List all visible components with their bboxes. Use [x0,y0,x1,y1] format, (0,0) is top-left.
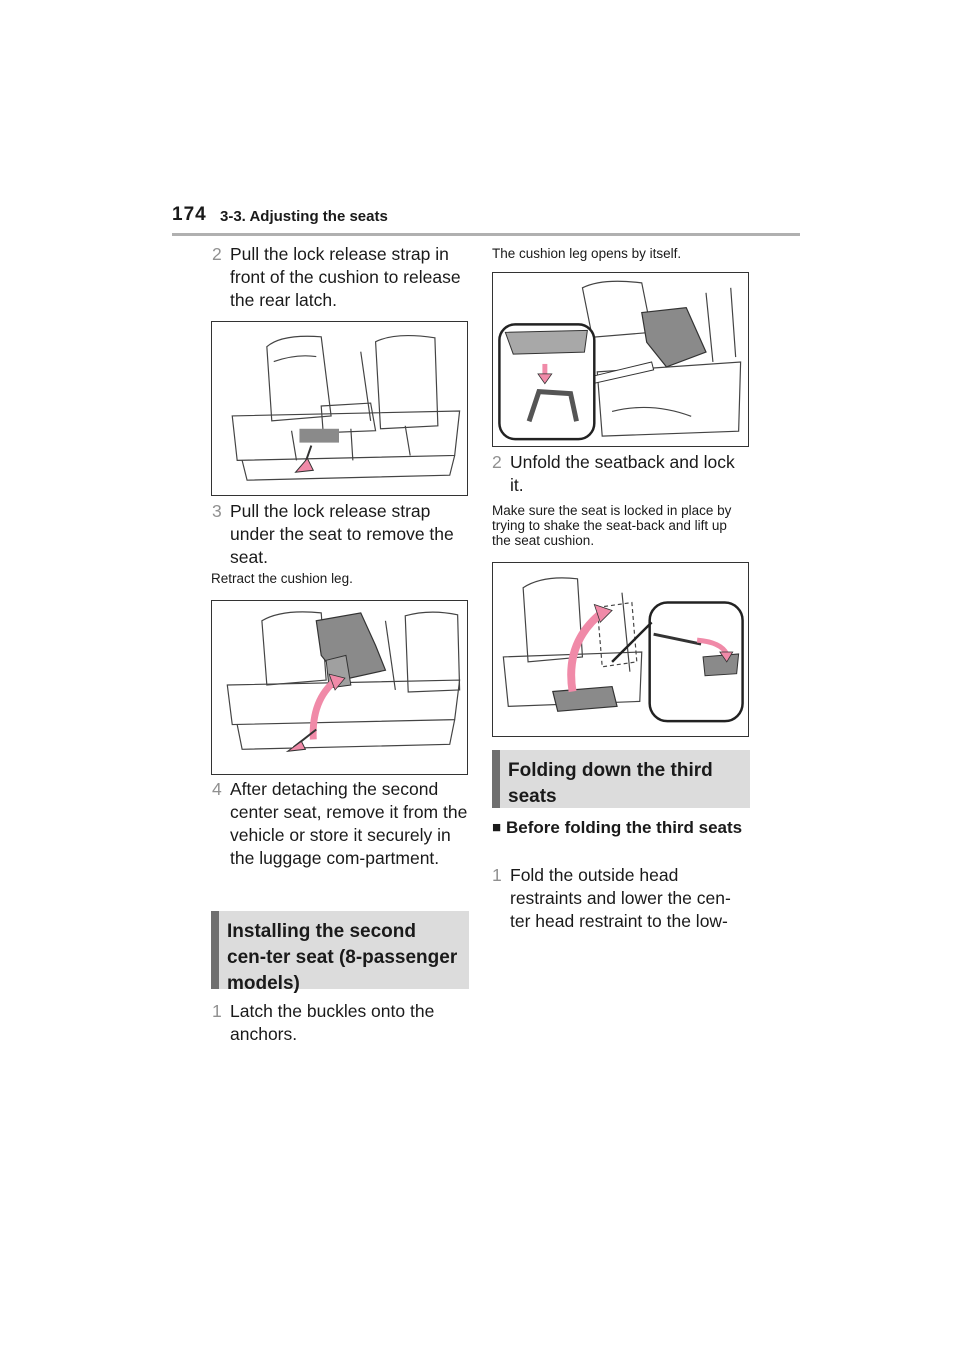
bullet-marker: ■ [492,819,502,836]
seat-part [642,308,706,367]
step-text: Pull the lock release strap in front of the cushion to release the rear latch. [230,244,461,310]
note-retract-leg: Retract the cushion leg. [211,571,353,586]
seat-part [299,429,339,443]
bullet-text: Before folding the third seats [506,818,743,837]
step-number: 2 [212,244,222,264]
rotate-arrow-icon [571,612,602,691]
bullet-before-folding [492,816,748,839]
seat-part [316,613,385,680]
step-number: 2 [492,452,502,472]
seatback-unfold-illustration [493,563,748,736]
step-4-store-seat [212,778,468,870]
step-text: Fold the outside head restraints and lower the cen-ter head restraint to the low- [510,865,731,931]
heading-folding-third-seats: Folding down the third seats [492,750,750,808]
note-cushion-leg-opens: The cushion leg opens by itself. [492,246,682,261]
step-number: 3 [212,501,222,521]
section-title: 3-3. Adjusting the seats [220,208,388,225]
cushion-leg-detail-illustration [493,273,748,446]
figure-retract-cushion-leg [211,600,468,775]
step-number: 1 [492,865,502,885]
pull-arrow-icon [288,741,306,751]
page-number: 174 [172,204,207,225]
step-3-remove-seat [212,500,468,569]
heading-installing-second-center-seat: Installing the second cen-ter seat (8-passenger models) [211,911,469,989]
step-number: 1 [212,1001,222,1021]
step-2-unfold-seatback [492,451,748,497]
seat-part [553,687,617,712]
step-number: 4 [212,779,222,799]
install-step-1-latch-buckles [212,1000,468,1046]
step-text: Latch the buckles onto the anchors. [230,1001,435,1044]
figure-cushion-leg-opens [492,272,749,447]
header-rule [172,233,800,236]
pull-arrow-icon [296,458,314,472]
figure-unfold-seatback [492,562,749,737]
seat-front-strap-illustration [212,322,467,495]
step-2-release-rear-latch [212,243,468,312]
step-text: After detaching the second center seat, remove it from the vehicle or store it securely in the luggage com-partment. [230,779,468,868]
step-text: Unfold the seatback and lock it. [510,452,735,495]
step-text: Pull the lock release strap under the seat to remove the seat. [230,501,454,567]
figure-release-rear-latch [211,321,468,496]
note-check-lock: Make sure the seat is locked in place by trying to shake the seat-back and lift up the seat cushion. [492,503,732,548]
fold-step-1-head-restraints [492,864,748,933]
seat-cushion-leg-illustration [212,601,467,774]
